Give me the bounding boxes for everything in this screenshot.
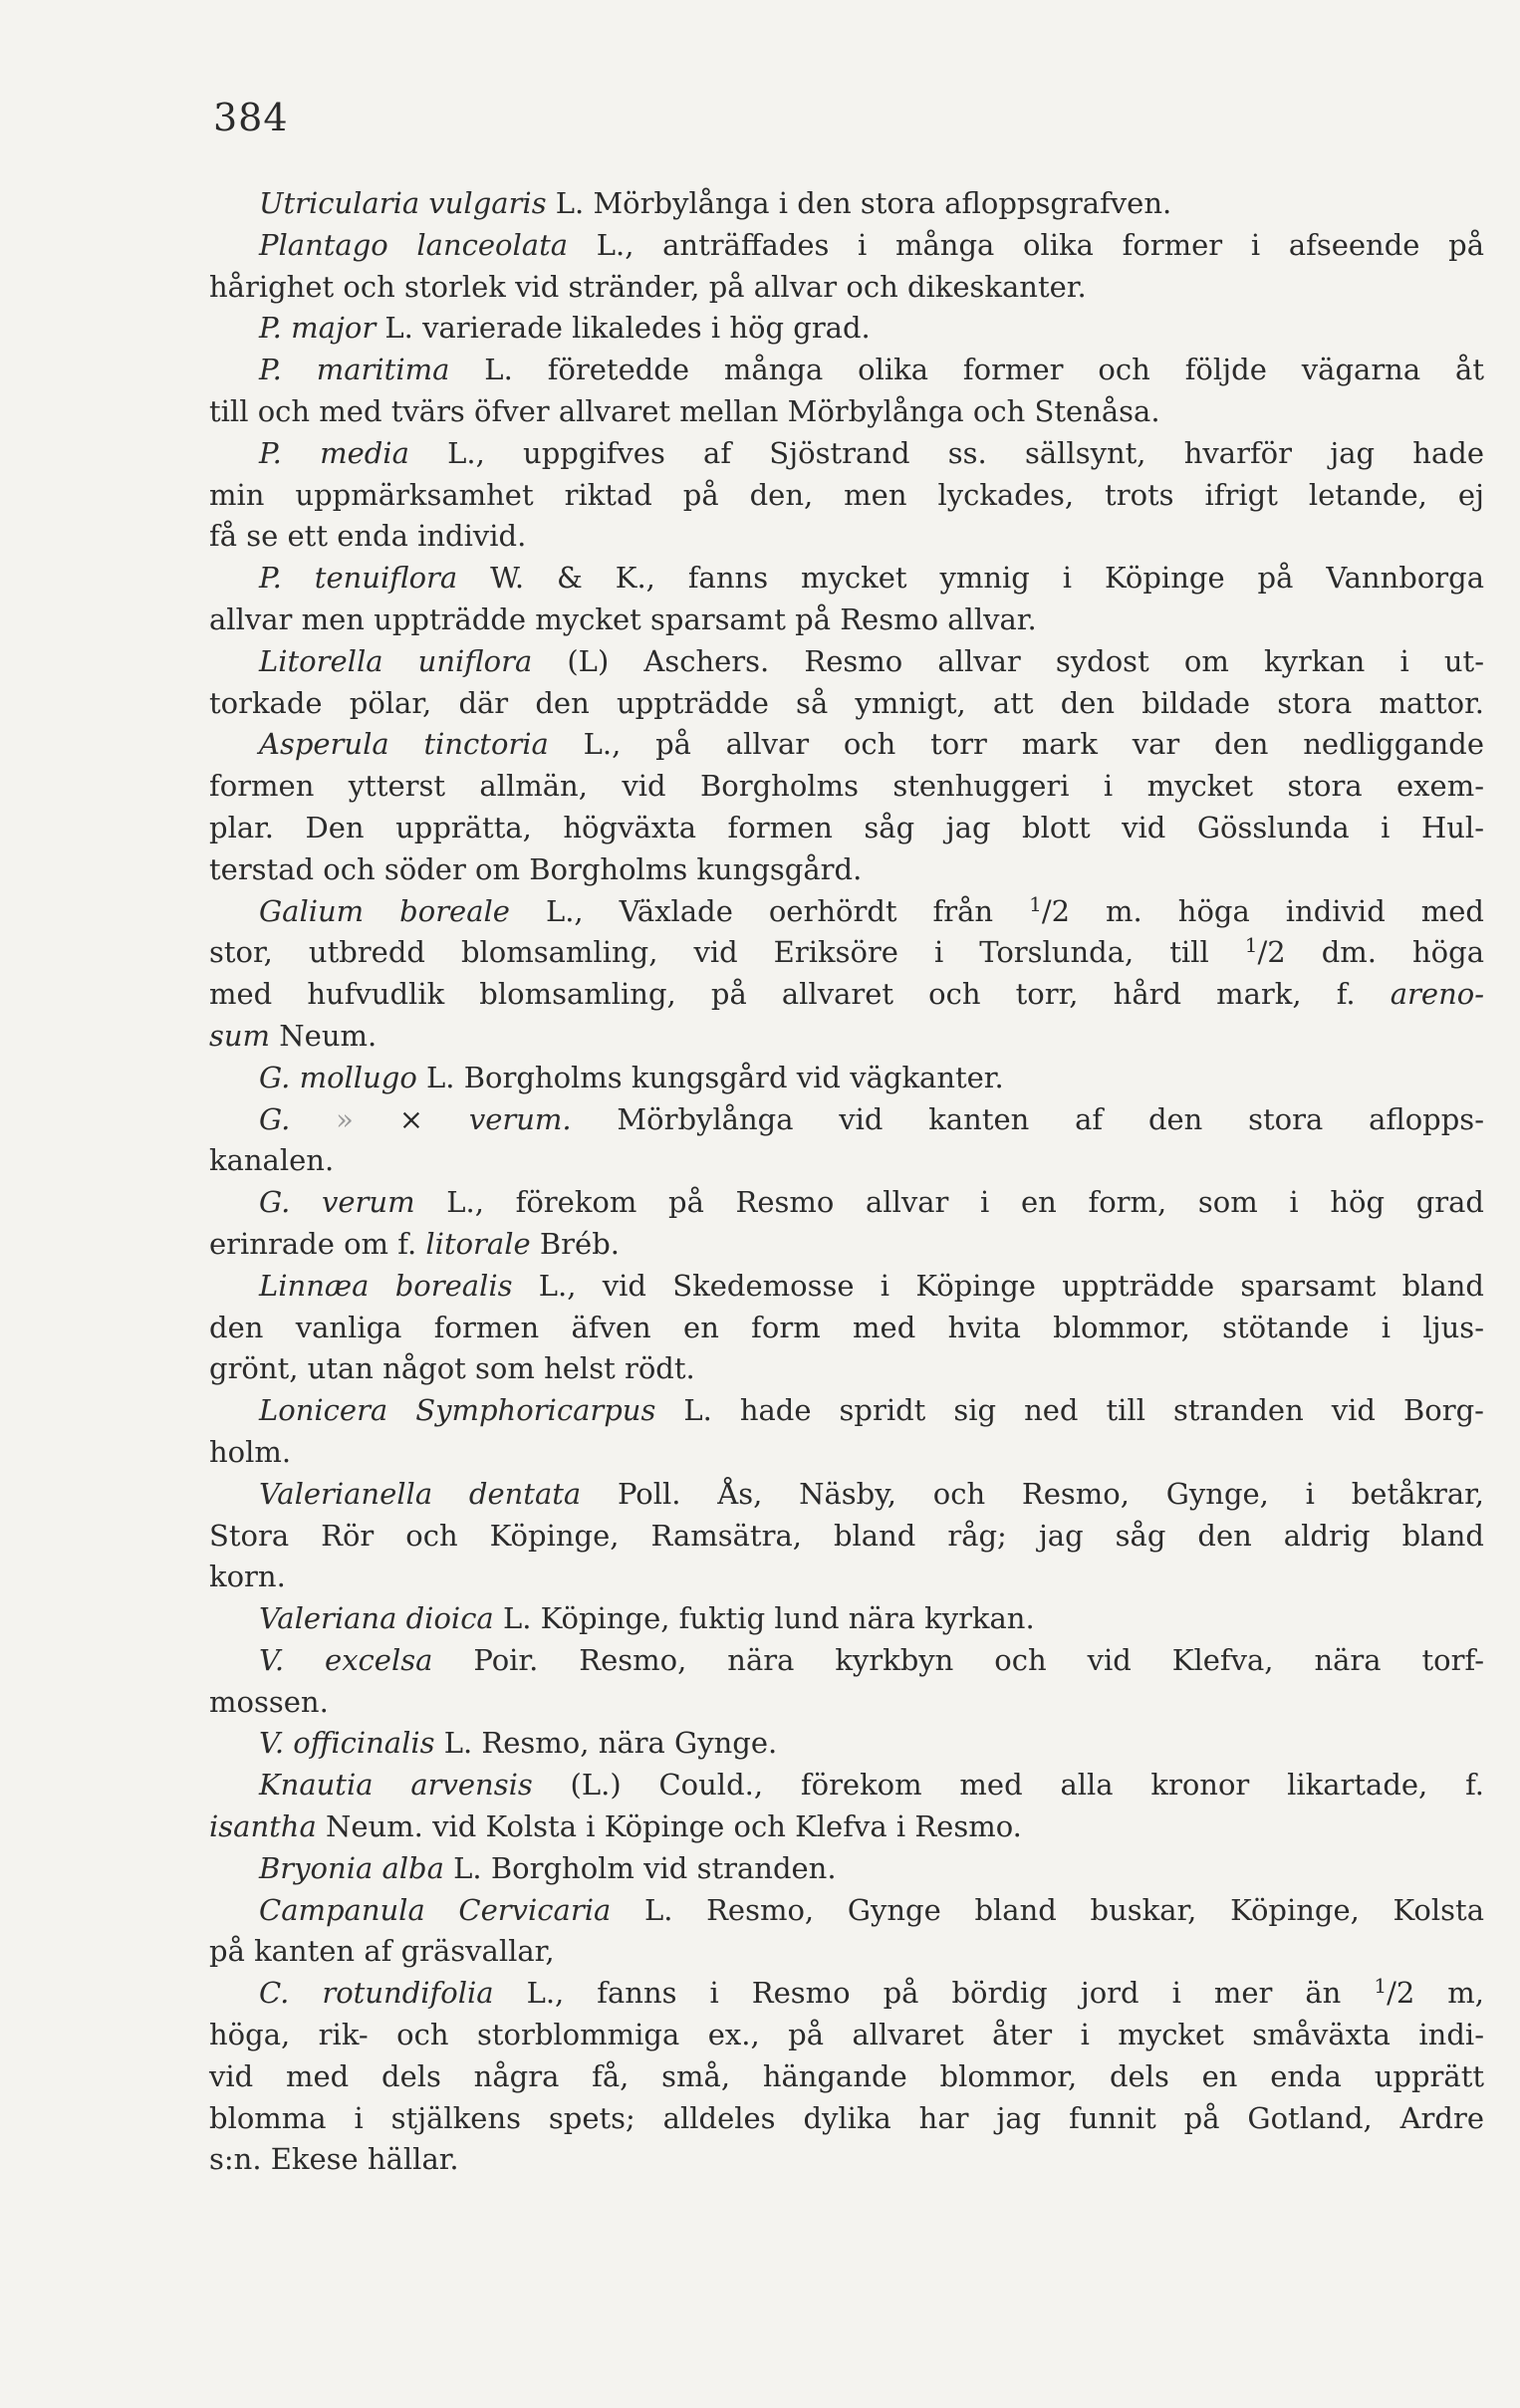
text-line [209, 1390, 1484, 1432]
text-line [209, 808, 1484, 849]
text-line [209, 225, 1484, 267]
species-name: Linnæa borealis [259, 1268, 513, 1303]
text-line [209, 1640, 1484, 1682]
text-segment: L. varierade likaledes i hög grad. [376, 311, 871, 346]
text-line [209, 1182, 1484, 1224]
text-segment: vid med dels några få, små, hängande blommor, dels en enda upprätt [209, 2058, 1484, 2093]
species-name: Valerianella dentata [259, 1476, 582, 1511]
text-line [209, 1058, 1484, 1099]
text-segment: hårighet och storlek vid stränder, på allvar och dikeskanter. [209, 269, 1087, 304]
text-segment: L. hade spridt sig ned till stranden vid Borg- [655, 1393, 1484, 1428]
text-line [209, 1973, 1484, 2015]
text-segment: stor, utbredd blomsamling, vid Eriksöre i Torslunda, till [209, 935, 1245, 970]
text-segment: (L) Aschers. Resmo allvar sydost om kyrkan i ut- [532, 643, 1484, 678]
text-segment: blomma i stjälkens spets; alldeles dylika har jag funnit på Gotland, Ardre [209, 2100, 1484, 2135]
text-segment: L. Borgholm vid stranden. [443, 1850, 837, 1885]
text-segment: terstad och söder om Borgholms kungsgård. [209, 851, 863, 886]
text-segment: /2 m, [1387, 1976, 1484, 2011]
text-line [209, 724, 1484, 766]
species-name: G. [259, 1101, 291, 1136]
text-segment: L., förekom på Resmo allvar i en form, som i hög grad [414, 1185, 1484, 1220]
species-name: C. rotundifolia [259, 1976, 494, 2011]
text-line [209, 1308, 1484, 1349]
text-segment: plar. Den upprätta, högväxta formen såg jag blott vid Gösslunda i Hul- [209, 810, 1484, 844]
text-segment: till och med tvärs öfver allvaret mellan Mörbylånga och Stenåsa. [209, 393, 1160, 428]
text-line [209, 2056, 1484, 2098]
species-name: Campanula Cervicaria [259, 1892, 612, 1927]
text-segment: höga, rik- och storblommiga ex., på allvaret åter i mycket småväxta indi- [209, 2018, 1484, 2052]
text-line [209, 1682, 1484, 1724]
text-segment: Mörbylånga vid kanten af den stora aflopps- [571, 1101, 1484, 1136]
text-segment: L. Borgholms kungsgård vid vägkanter. [416, 1060, 1004, 1094]
text-line [209, 600, 1484, 641]
text-line [209, 1723, 1484, 1765]
species-name: P. maritima [259, 353, 450, 387]
text-segment: min uppmärksamhet riktad på den, men lyckades, trots ifrigt letande, ej [209, 477, 1484, 512]
body-text [209, 183, 1484, 2181]
text-segment: med hufvudlik blomsamling, på allvaret och torr, hård mark, f. [209, 977, 1391, 1012]
superscript: 1 [1244, 933, 1258, 958]
text-line [209, 391, 1484, 433]
text-line [209, 1224, 1484, 1266]
species-name: V. officinalis [259, 1726, 435, 1761]
text-segment: på kanten af gräsvallar, [209, 1934, 555, 1969]
text-segment: L., Växlade oerhördt från [509, 893, 1030, 928]
text-segment: korn. [209, 1560, 286, 1594]
superscript: 1 [1374, 1974, 1388, 1999]
text-line [209, 558, 1484, 600]
text-line [209, 891, 1484, 933]
species-name: Knautia arvensis [259, 1768, 533, 1803]
species-name: P. tenuiflora [259, 561, 458, 596]
species-name: isantha [209, 1809, 317, 1844]
text-line [209, 1806, 1484, 1848]
text-segment: W. & K., fanns mycket ymnig i Köpinge på Vannborga [457, 561, 1484, 596]
text-line [209, 475, 1484, 517]
species-name: Valeriana dioica [259, 1601, 494, 1636]
species-name: areno- [1390, 977, 1484, 1012]
text-line [209, 183, 1484, 225]
text-line [209, 1140, 1484, 1182]
text-segment: (L.) Could., förekom med alla kronor likartade, f. [532, 1768, 1484, 1803]
text-line [209, 683, 1484, 725]
text-line [209, 1348, 1484, 1390]
text-segment: L. företedde många olika former och följde vägarna åt [449, 353, 1484, 387]
text-line [209, 2015, 1484, 2056]
species-name: V. excelsa [259, 1642, 433, 1677]
text-line [209, 1848, 1484, 1890]
text-line [209, 1432, 1484, 1474]
text-segment: L. Köpinge, fuktig lund nära kyrkan. [493, 1601, 1035, 1636]
species-name: Litorella uniflora [259, 643, 533, 678]
text-line [209, 308, 1484, 350]
text-line [209, 974, 1484, 1016]
text-segment: Neum. [270, 1018, 378, 1053]
text-line [209, 932, 1484, 974]
text-line [209, 1016, 1484, 1058]
text-segment: L., på allvar och torr mark var den nedliggande [548, 727, 1485, 762]
text-segment: erinrade om f. [209, 1226, 426, 1261]
species-name: Bryonia alba [259, 1850, 444, 1885]
text-segment: × [398, 1101, 469, 1136]
text-segment: /2 m. höga individ med [1041, 893, 1484, 928]
text-line [209, 641, 1484, 683]
text-segment: grönt, utan något som helst rödt. [209, 1351, 695, 1386]
text-line [209, 2139, 1484, 2181]
text-segment: Neum. vid Kolsta i Köpinge och Klefva i Resmo. [316, 1809, 1022, 1844]
text-segment: torkade pölar, där den uppträdde så ymnigt, att den bildade stora mattor. [209, 685, 1484, 720]
text-line [209, 2098, 1484, 2140]
text-segment: formen ytterst allmän, vid Borgholms stenhuggeri i mycket stora exem- [209, 769, 1484, 804]
text-segment: den vanliga formen äfven en form med hvita blommor, stötande i ljus- [209, 1310, 1484, 1344]
text-segment: L., vid Skedemosse i Köpinge uppträdde sparsamt bland [512, 1268, 1484, 1303]
species-name: litorale [425, 1226, 531, 1261]
species-name: Lonicera Symphoricarpus [259, 1393, 656, 1428]
text-line [209, 1931, 1484, 1973]
text-segment: Bréb. [530, 1226, 620, 1261]
text-segment: få se ett enda individ. [209, 519, 527, 554]
superscript: 1 [1029, 891, 1042, 916]
text-line [209, 433, 1484, 475]
species-name: Galium boreale [259, 893, 510, 928]
species-name: G. verum [259, 1185, 415, 1220]
text-line [209, 1266, 1484, 1308]
text-line [209, 267, 1484, 309]
text-segment: mossen. [209, 1684, 329, 1719]
text-segment: holm. [209, 1434, 292, 1469]
text-segment: L., uppgifves af Sjöstrand ss. sällsynt, hvarför jag hade [408, 435, 1484, 470]
species-name: sum [209, 1018, 271, 1053]
text-segment: L., anträffades i många olika former i afseende på [568, 227, 1484, 262]
text-segment: L. Resmo, nära Gynge. [434, 1726, 778, 1761]
species-name: G. mollugo [259, 1060, 417, 1094]
text-line [209, 516, 1484, 558]
text-line [209, 1557, 1484, 1598]
text-segment: L., fanns i Resmo på bördig jord i mer än [493, 1976, 1375, 2011]
text-segment: Poll. Ås, Näsby, och Resmo, Gynge, i betåkrar, [581, 1476, 1485, 1511]
text-line [209, 1474, 1484, 1516]
text-segment: L. Mörbylånga i den stora afloppsgrafven. [546, 186, 1172, 220]
text-line [209, 350, 1484, 391]
text-segment: Stora Rör och Köpinge, Ramsätra, bland råg; jag såg den aldrig bland [209, 1518, 1484, 1553]
species-name: Plantago lanceolata [259, 227, 569, 262]
species-name: P. media [259, 435, 409, 470]
page-number: 384 [213, 96, 289, 139]
species-name: Utricularia vulgaris [259, 186, 547, 220]
text-segment: allvar men uppträdde mycket sparsamt på Resmo allvar. [209, 602, 1037, 636]
text-segment: » [290, 1101, 399, 1136]
text-line [209, 1598, 1484, 1640]
text-line [209, 1099, 1484, 1141]
species-name: P. major [259, 311, 377, 346]
species-name: verum. [468, 1101, 572, 1136]
text-segment: L. Resmo, Gynge bland buskar, Köpinge, Kolsta [611, 1892, 1484, 1927]
species-name: Asperula tinctoria [259, 727, 549, 762]
text-segment: Poir. Resmo, nära kyrkbyn och vid Klefva, nära torf- [432, 1642, 1484, 1677]
text-segment: s:n. Ekese hällar. [209, 2142, 459, 2177]
text-line [209, 849, 1484, 891]
text-line [209, 1765, 1484, 1806]
text-segment: kanalen. [209, 1143, 335, 1178]
text-line [209, 766, 1484, 808]
text-line [209, 1890, 1484, 1932]
text-segment: /2 dm. höga [1257, 935, 1484, 970]
text-line [209, 1516, 1484, 1558]
